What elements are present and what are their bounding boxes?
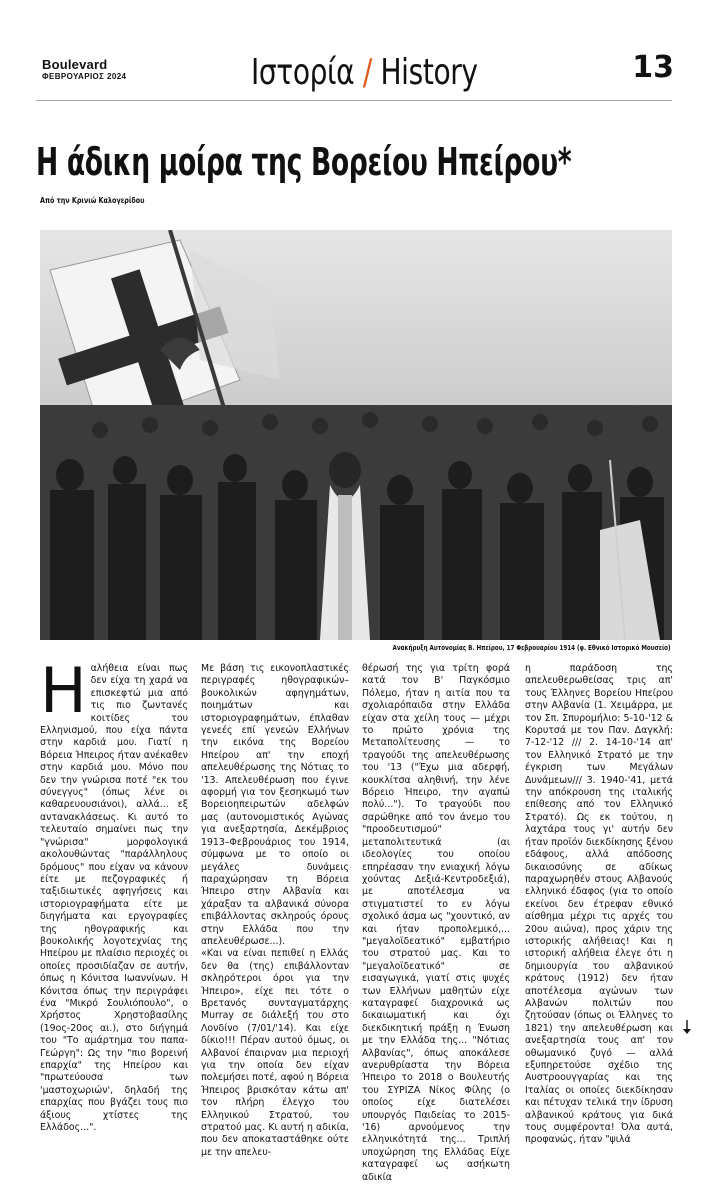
article-column-3 [362, 663, 510, 1184]
crowd-with-flag-image [40, 230, 672, 640]
article-byline: Από την Κρινιώ Καλογερίδου [40, 196, 145, 205]
column-4-text: η παράδοση της απελευθερωθείσας τρις απ' τους Έλληνες Βορείου Ηπείρου στην Αλβανία (1. Χειμάρρα, με τον Σπ. Σπυρομήλιο: 5-10-'12 & Κορυτσά με τον Παν. Δαγκλή: 7-12-'12 /// 2. 14-10-'14 απ' τον Ελληνικό Στρατό με την έγκριση των Μεγάλων Δυνάμεων/// 3. 1940-'41, μετά την απόκρουση της ιταλικής επίθεσης από τον Ελληνικό Στρατό). Ως εκ τούτου, η λαχτάρα τους γι' αυτήν δεν ήταν προϊόν διεκδίκησης ξένου εδάφους, αλλά απόδοσης δικαιοσύνης σε αδίκως παραχωρηθέν στους Αλβανούς ελληνικό έδαφος (για το οποίο εκείνοι δεν έτρεφαν εθνικό αίσθημα μέχρι τις αρχές του 20ου αιώνα), προς χάριν της ιστορικής αλήθειας! Και η ιστορική αλήθεια έλεγε ότι η δημιουργία του αλβανικού κράτους (1912) δεν ήταν αποτέλεσμα αγώνων των Αλβανών πολιτών που ζητούσαν (όπως οι Έλληνες το 1821) την απελευθέρωση και ανεξαρτησία τους απ' τον οθωμανικό ζυγό — αλλά εξυπηρετούσε σχέδιο της Αυστροουγγαρίας και της Ιταλίας οι οποίες διεκδίκησαν και πέτυχαν τελικά την ίδρυση αλβανικού κράτους για δικά τους συμφέροντα! Όλα αυτά, προφανώς, ήταν "ψιλά [525, 663, 673, 1146]
page-number: 13 [632, 50, 674, 85]
section-title-english: History [380, 52, 478, 93]
section-title [251, 52, 478, 93]
brand-name: Boulevard [42, 57, 108, 72]
arrow-down-icon [683, 1020, 691, 1039]
brand-block [42, 58, 126, 82]
section-title-greek: Ιστορία [251, 52, 355, 93]
photo-caption: Ανακήρυξη Αυτονομίας Β. Ηπείρου, 17 Φεβρουαρίου 1914 (φ. Εθνικό Ιστορικό Μουσείο) [392, 644, 671, 652]
article-column-2 [201, 663, 349, 1159]
issue-date: ΦΕΒΡΟΥΑΡΙΟΣ 2024 [42, 72, 127, 81]
article-headline: Η άδικη μοίρα της Βορείου Ηπείρου* [36, 140, 572, 184]
page-header [36, 44, 676, 104]
header-divider [36, 100, 672, 101]
historical-photo [40, 230, 672, 640]
article-column-4 [525, 663, 673, 1147]
column-3-text: θέρωσή της για τρίτη φορά κατά τον Β' Παγκόσμιο Πόλεμο, ήταν η αιτία που τα σχολιαρόπαιδα στην Ελλάδα είχαν στα χείλη τους — μέχρι το πρώτο χρόνια της Μεταπολίτευσης — το τραγούδι της απελευθέρωσης του '13 ("Έχω μια αδερφή, κουκλίτσα αληθινή, την λένε Βόρειο Ήπειρο, την αγαπώ πολύ..."). Το τραγούδι που σαρώθηκε από τον άνεμο του "προοδευτισμού" μεταπολιτευτικά (αι ιδεολογίες του οποίου επηρέασαν την ενιαχική λόγω χούντας Δεξιά-Κεντροδεξιά), με αποτέλεσμα να στιγματιστεί το εν λόγω σχολικό άσμα ως "χουντικό, αν και ήταν προπολεμικό,... "μεγαλοϊδεατικό" εμβατήριο του στρατού μας. Και το "μεγαλοϊδεατικό" σε εισαγωγικά, γιατί στις ψυχές των Ελλήνων μαθητών είχε καταγραφεί διαχρονικά ως δικαιωματική και όχι διεκδικητική πράξη η Ένωση με την Ελλάδα της... "Νότιας Αλβανίας", όπως αποκάλεσε ανερυθρίαστα την Βόρεια Ήπειρο το 2018 ο Βουλευτής του ΣΥΡΙΖΑ Νίκος Φίλης (ο οποίος είχε διατελέσει υπουργός Παιδείας το 2015-'16) αρνούμενος την ελληνικότητά της... Τριπλή υποχώρηση της Ελλάδας Είχε καταγραφεί ως ασήκωτη αδικία [362, 663, 510, 1183]
column-2-text-part-1: Με βάση τις εικονοπλαστικές περιγραφές ηθογραφικών– βουκολικών αφηγημάτων, ποιημάτων και ιστοριογραφημάτων, έπλαθαν γενεές επί γενεών Ελλήνων την εικόνα της Βορείου Ηπείρου απ' την εποχή απελευθέρωσης της Νότιας το '13. Απελευθέρωση που έγινε αφορμή για τον ξεσηκωμό των Βορειοηπειρωτών αδελφών μας (αυτονομιστικός Αγώνας για ανεξαρτησία, Δεκέμβριος 1913–Φεβρουάριος του 1914, σύμφωνα με το οποίο οι μεγάλες δυνάμεις παραχώρησαν τη Βόρεια Ήπειρο στην Αλβανία και χάραξαν τα αλβανικά σύνορα επιβάλλοντας σκληρούς όρους στην Ελλάδα που την απελευθέρωσε...). [201, 663, 349, 947]
article-column-1 [40, 654, 188, 1134]
section-slash: / [362, 52, 372, 93]
column-1-text: αλήθεια είναι πως δεν είχα τη χαρά να επισκεφτώ μια από τις πιο ζωντανές κοιτίδες του Ελληνισμού, που είχα πάντα στην καρδιά μου. Γιατί η Βόρεια Ήπειρος ήταν ανέκαθεν στην καρδιά μου. Μόνο που δεν την γνώρισα ποτέ "εκ του σύνεγγυς" (όπως λένε οι καθαρευουσιάνοι), αλλά... εξ αντανακλάσεως. Κι αυτό το τελευταίο σημαίνει πως την "γνώρισα" μορφολογικά ακολουθώντας "παράλληλους δρόμους" που είχαν να κάνουν είτε με πεζογραφικές ή ταξιδιωτικές αφηγήσεις και ιστοριογραφήματα είτε με διηγήματα και εργογραφίες της ηθογραφικής και βουκολικής λογοτεχνίας της Ηπείρου με πλαίσιο περιοχές οι οποίες προσιδίαζαν σε αυτήν, όπως η Κόνιτσα Ιωαννίνων. Η Κόνιτσα όπως την περιγράφει ένα "Μικρό Σουλιόπουλο", ο Χρήστος Χρηστοβασίλης (19ος-20ος αι.), στο διήγημά του "Το αμάρτημα του παπα-Γεώργη": Ως την "πιο βορεινή επαρχία" της Ηπείρου και "πρωτεύουσα των 'μαστοχωριών', δηλαδή της επαρχίας που βγάζει τους πιο άξιους χτίστες της Ελλάδος...". [40, 663, 188, 1134]
column-2-text-part-2: «Και να είναι πεπιθεί η Ελλάς δεν θα (της) επιβάλλονταν σκληρότεροι όροι για την Ήπειρο», είχε πει τότε ο Βρετανός συνταγματάρχης Murray σε διάλεξή του στο Λονδίνο (7/01/'14). Και είχε δίκιο!!! Πέραν αυτού όμως, οι Αλβανοί έπαιρναν μια περιοχή για την οποία δεν είχαν πολεμήσει ποτέ, αφού η Βόρεια Ήπειρος βρισκόταν κάτω απ' τον πλήρη έλεγχο του Ελληνικού Στρατού, του στρατού μας. Κι αυτή η αδικία, που δεν αποκαταστάθηκε ούτε με την απελευ- [201, 948, 349, 1158]
drop-cap: Η [40, 654, 87, 727]
article-body [40, 654, 673, 1183]
